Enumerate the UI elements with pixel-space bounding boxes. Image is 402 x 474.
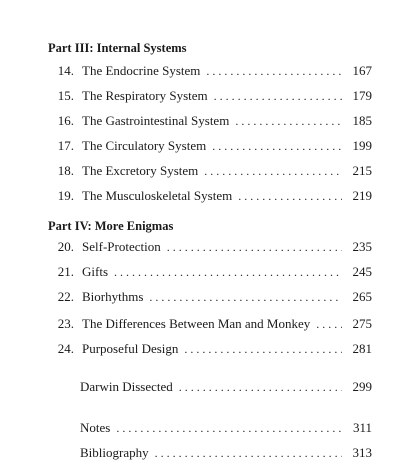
- toc-entry[interactable]: [0, 138, 402, 154]
- toc-entry[interactable]: [0, 420, 402, 436]
- part-heading: Part III: Internal Systems: [48, 41, 187, 55]
- chapter-title: The Gastrointestinal System: [82, 113, 230, 128]
- dot-leader: [114, 264, 342, 280]
- section-title: Bibliography: [80, 445, 149, 460]
- chapter-title: The Circulatory System: [82, 138, 207, 153]
- toc-entry[interactable]: [0, 445, 402, 461]
- page-number: 167: [352, 63, 372, 78]
- page-number: 199: [352, 138, 372, 153]
- page-number: 281: [352, 341, 372, 356]
- dot-leader: [206, 63, 342, 79]
- chapter-number: 18.: [57, 163, 74, 178]
- page-number: 311: [352, 420, 372, 435]
- chapter-title: The Musculoskeletal System: [82, 188, 233, 203]
- toc-entry[interactable]: [0, 264, 402, 280]
- page-number: 299: [352, 379, 372, 394]
- dot-leader: [212, 138, 342, 154]
- chapter-number: 17.: [57, 138, 74, 153]
- page-number: 185: [352, 113, 372, 128]
- toc-entry[interactable]: [0, 188, 402, 204]
- dot-leader: [238, 188, 342, 204]
- section-title: Notes: [80, 420, 111, 435]
- chapter-number: 19.: [57, 188, 74, 203]
- page-number: 245: [352, 264, 372, 279]
- chapter-title: The Excretory System: [82, 163, 199, 178]
- dot-leader: [204, 163, 342, 179]
- toc-entry[interactable]: [0, 289, 402, 305]
- chapter-title: Purposeful Design: [82, 341, 179, 356]
- page-number: 275: [352, 316, 372, 331]
- dot-leader: [155, 445, 342, 461]
- chapter-title: Biorhythms: [82, 289, 144, 304]
- toc-entry[interactable]: [0, 163, 402, 179]
- page-number: 179: [352, 88, 372, 103]
- page-number: 265: [352, 289, 372, 304]
- chapter-title: The Differences Between Man and Monkey: [82, 316, 311, 331]
- page-number: 313: [352, 445, 372, 460]
- dot-leader: [179, 379, 342, 395]
- chapter-number: 15.: [57, 88, 74, 103]
- chapter-title: Gifts: [82, 264, 108, 279]
- dot-leader: [167, 239, 342, 255]
- toc-entry[interactable]: [0, 379, 402, 395]
- toc-entry[interactable]: [0, 88, 402, 104]
- page-number: 219: [352, 188, 372, 203]
- chapter-number: 21.: [57, 264, 74, 279]
- chapter-number: 24.: [57, 341, 74, 356]
- dot-leader: [316, 316, 342, 332]
- chapter-title: Self-Protection: [82, 239, 161, 254]
- chapter-title: The Respiratory System: [82, 88, 208, 103]
- dot-leader: [214, 88, 342, 104]
- toc-entry[interactable]: [0, 316, 402, 332]
- chapter-number: 23.: [57, 316, 74, 331]
- toc-entry[interactable]: [0, 63, 402, 79]
- chapter-title: The Endocrine System: [82, 63, 201, 78]
- dot-leader: [235, 113, 342, 129]
- toc-entry[interactable]: [0, 341, 402, 357]
- dot-leader: [184, 341, 342, 357]
- dot-leader: [116, 420, 342, 436]
- chapter-number: 16.: [57, 113, 74, 128]
- chapter-number: 22.: [57, 289, 74, 304]
- chapter-number: 14.: [57, 63, 74, 78]
- dot-leader: [149, 289, 342, 305]
- toc-entry[interactable]: [0, 113, 402, 129]
- section-title: Darwin Dissected: [80, 379, 173, 394]
- page-number: 215: [352, 163, 372, 178]
- toc-entry[interactable]: [0, 239, 402, 255]
- page-number: 235: [352, 239, 372, 254]
- chapter-number: 20.: [57, 239, 74, 254]
- part-heading: Part IV: More Enigmas: [48, 219, 174, 233]
